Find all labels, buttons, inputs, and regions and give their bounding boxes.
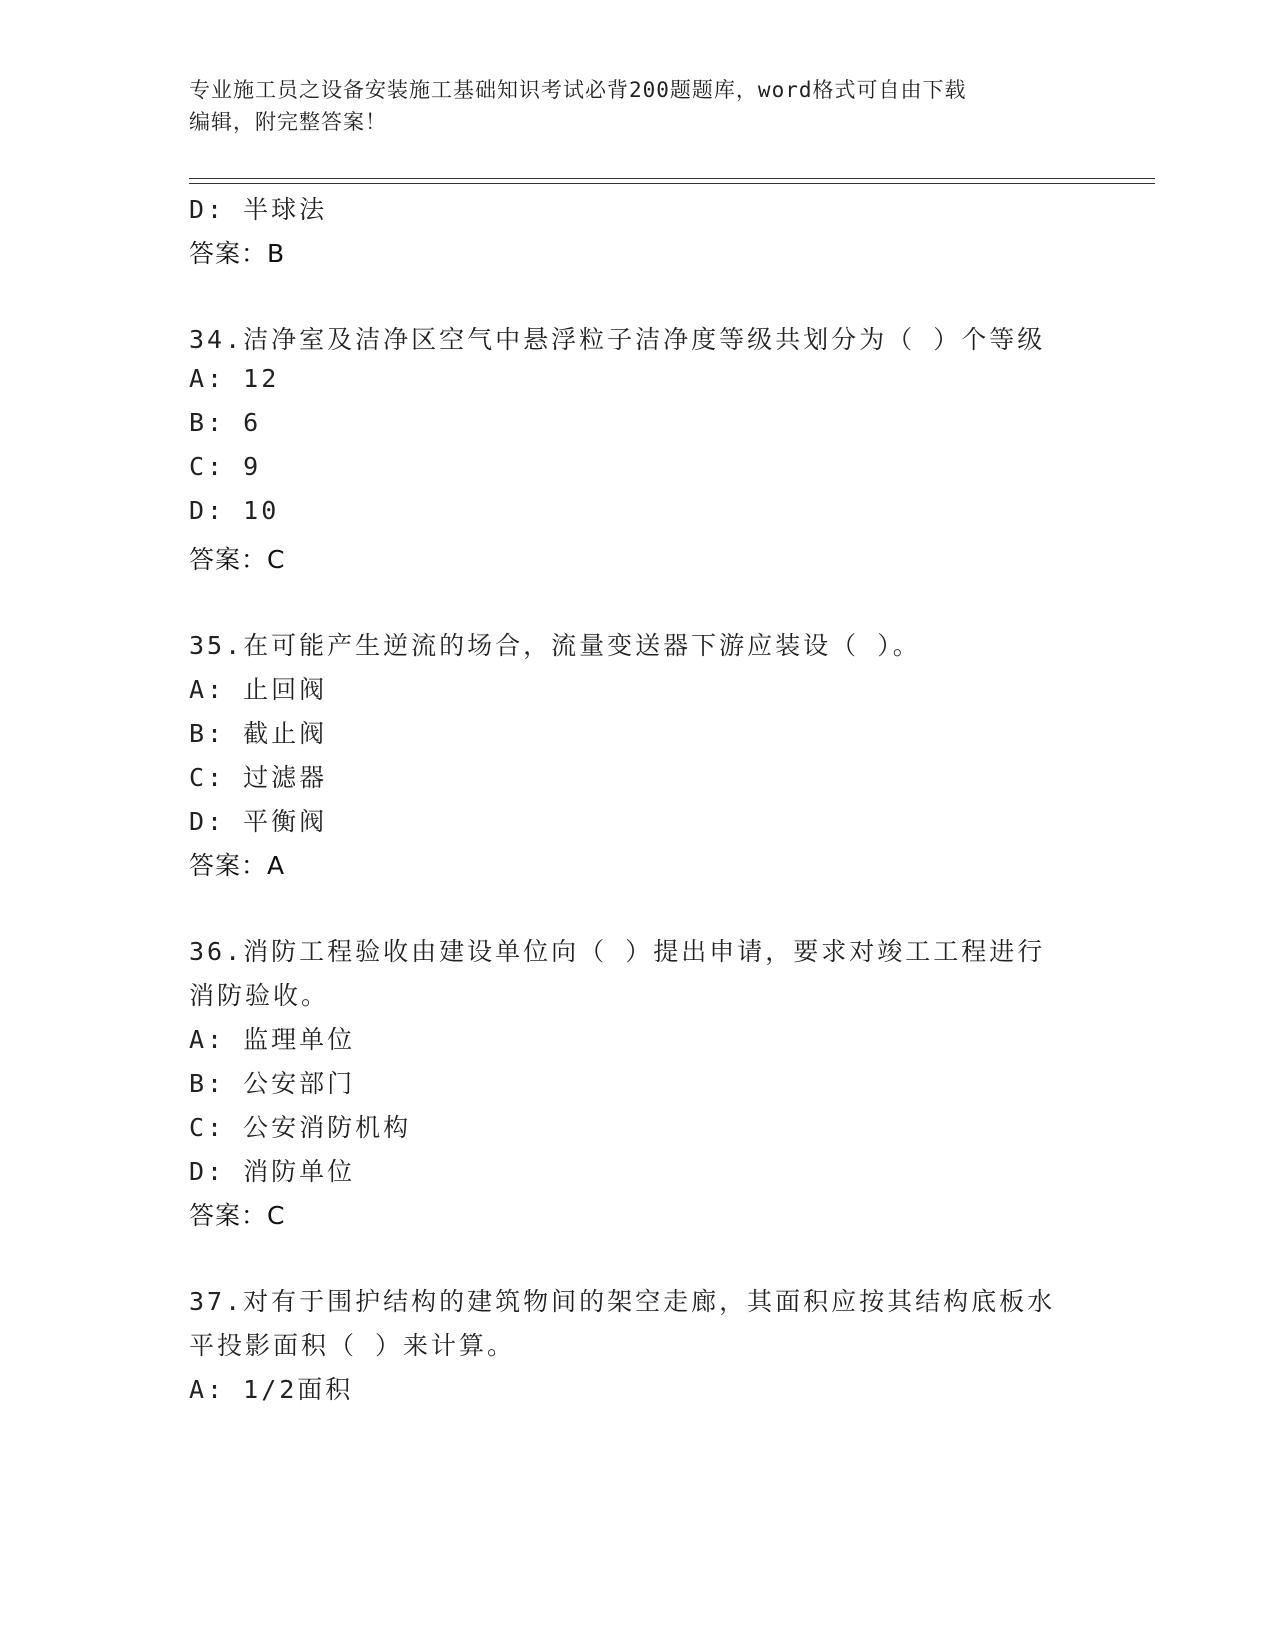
header-divider-top [189, 178, 1155, 179]
q36-stem-line-2: 消防验收。 [189, 981, 330, 1010]
q35-option-c: C: 过滤器 [189, 763, 328, 792]
q33-answer: 答案：B [189, 239, 286, 268]
q35-option-a: A: 止回阀 [189, 675, 328, 704]
document-header [189, 74, 1069, 138]
q36-option-d: D: 消防单位 [189, 1157, 356, 1186]
header-title-line-2: 编辑，附完整答案！ [189, 110, 387, 134]
q36-option-b: B: 公安部门 [189, 1069, 356, 1098]
q35-answer: 答案：A [189, 851, 286, 880]
q36-answer: 答案：C [189, 1201, 286, 1230]
q34-stem: 34.洁净室及洁净区空气中悬浮粒子洁净度等级共划分为（ ）个等级 [189, 325, 1046, 354]
q34-option-c: C: 9 [189, 452, 262, 481]
q36-option-a: A: 监理单位 [189, 1025, 356, 1054]
q34-option-d: D: 10 [189, 496, 280, 525]
header-divider-bottom [189, 183, 1155, 184]
q33-option-d: D: 半球法 [189, 195, 328, 224]
q37-stem-line-1: 37.对有于围护结构的建筑物间的架空走廊，其面积应按其结构底板水 [189, 1287, 1056, 1316]
q36-stem-line-1: 36.消防工程验收由建设单位向（ ）提出申请，要求对竣工工程进行 [189, 937, 1046, 966]
q35-option-d: D: 平衡阀 [189, 807, 328, 836]
q37-option-a: A: 1/2面积 [189, 1375, 354, 1404]
q34-option-b: B: 6 [189, 408, 262, 437]
q34-option-a: A: 12 [189, 364, 280, 393]
q36-option-c: C: 公安消防机构 [189, 1113, 412, 1142]
header-title-line-1: 专业施工员之设备安装施工基础知识考试必背200题题库，word格式可自由下载 [189, 78, 967, 102]
q37-stem-line-2: 平投影面积（ ）来计算。 [189, 1331, 516, 1360]
q35-option-b: B: 截止阀 [189, 719, 328, 748]
q35-stem: 35.在可能产生逆流的场合，流量变送器下游应装设（ ）。 [189, 631, 921, 660]
q34-answer: 答案：C [189, 545, 286, 574]
